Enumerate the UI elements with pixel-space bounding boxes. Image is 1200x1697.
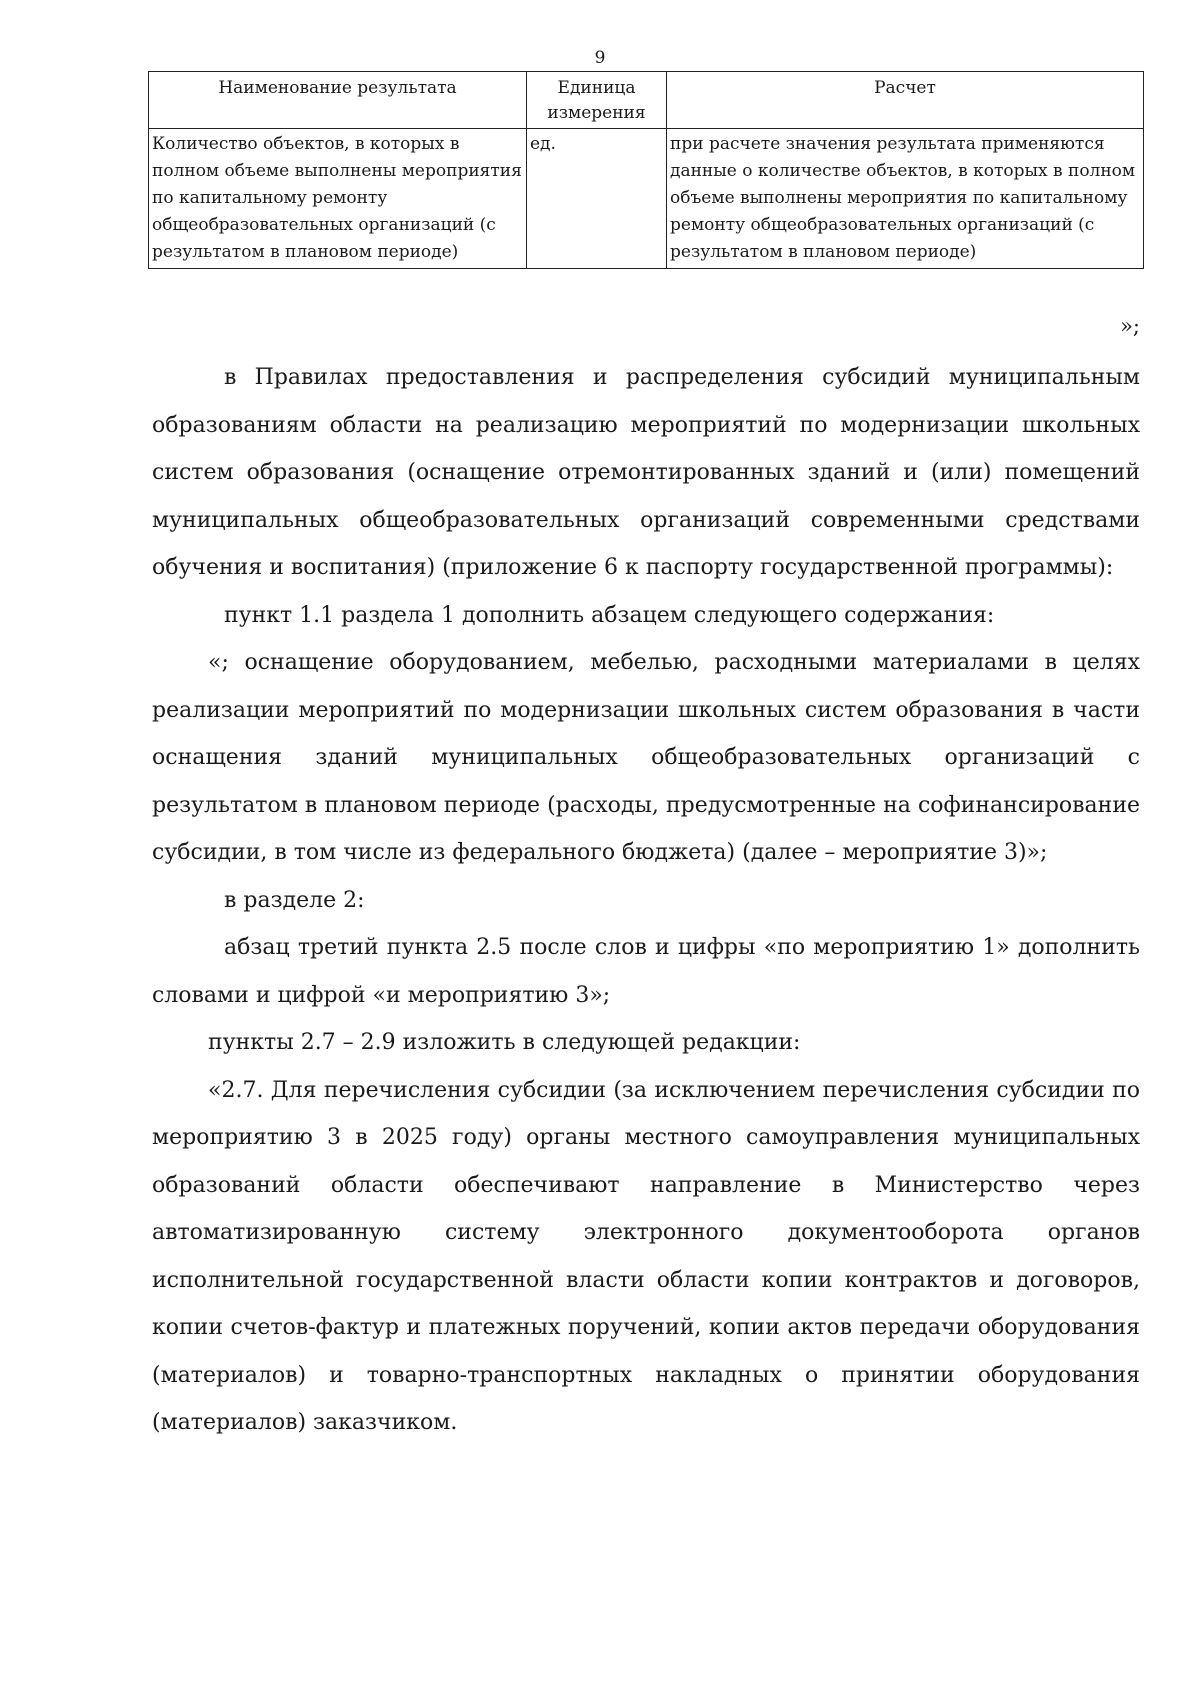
paragraph-item-2-5: абзац третий пункта 2.5 после слов и цифры «по мероприятию 1» дополнить словами и цифрой «и мероприятию 3»; <box>152 935 1140 1008</box>
closing-quote: »; <box>1120 314 1140 338</box>
paragraph-item-2-7: «2.7. Для перечисления субсидии (за исключением перечисления субсидии по мероприятию 3 в 2025 году) органы местного самоуправления муниципальных образований области обеспечивают направление в Министерство через автоматизированную систему электронного документооборота органов исполнительной государственной власти области копии контрактов и договоров, копии счетов-фактур и платежных поручений, копии актов передачи оборудования (материалов) и товарно-транспортных накладных о принятии оборудования (материалов) заказчиком. <box>152 1077 1140 1435</box>
cell-calculation: при расчете значения результата применяются данные о количестве объектов, в которых в полном объеме выполнены мероприятия по капитальному ремонту общеобразовательных организаций (с результатом в плановом периоде) <box>667 129 1144 269</box>
paragraph-item-1-1: пункт 1.1 раздела 1 дополнить абзацем следующего содержания: <box>224 602 995 628</box>
paragraph-items-2-7-2-9: пункты 2.7 – 2.9 изложить в следующей редакции: <box>208 1030 801 1055</box>
header-result-name: Наименование результата <box>149 72 527 129</box>
header-unit: Единица измерения <box>527 72 667 129</box>
document-body <box>152 354 1140 1447</box>
table-row <box>149 129 1144 269</box>
paragraph-rules-intro: в Правилах предоставления и распределения субсидий муниципальным образованиям области на реализацию мероприятий по модернизации школьных систем образования (оснащение отремонтированных зданий и (или) помещений муниципальных общеобразовательных организаций современными средствами обучения и воспитания) (приложение 6 к паспорту государственной программы): <box>152 365 1140 580</box>
paragraph-quoted-addition: «; оснащение оборудованием, мебелью, расходными материалами в целях реализации мероприятий по модернизации школьных систем образования в части оснащения зданий муниципальных общеобразовательных организаций с результатом в плановом периоде (расходы, предусмотренные на софинансирование субсидии, в том числе из федерального бюджета) (далее – мероприятие 3)»; <box>152 650 1140 865</box>
cell-unit: ед. <box>527 129 667 269</box>
table-header-row <box>149 72 1144 129</box>
header-calculation: Расчет <box>667 72 1144 129</box>
results-table <box>148 71 1144 269</box>
cell-result-name: Количество объектов, в которых в полном объеме выполнены мероприятия по капитальному ремонту общеобразовательных организаций (с результатом в плановом периоде) <box>149 129 527 269</box>
paragraph-section-2: в разделе 2: <box>224 887 365 913</box>
page-number: 9 <box>594 48 606 68</box>
